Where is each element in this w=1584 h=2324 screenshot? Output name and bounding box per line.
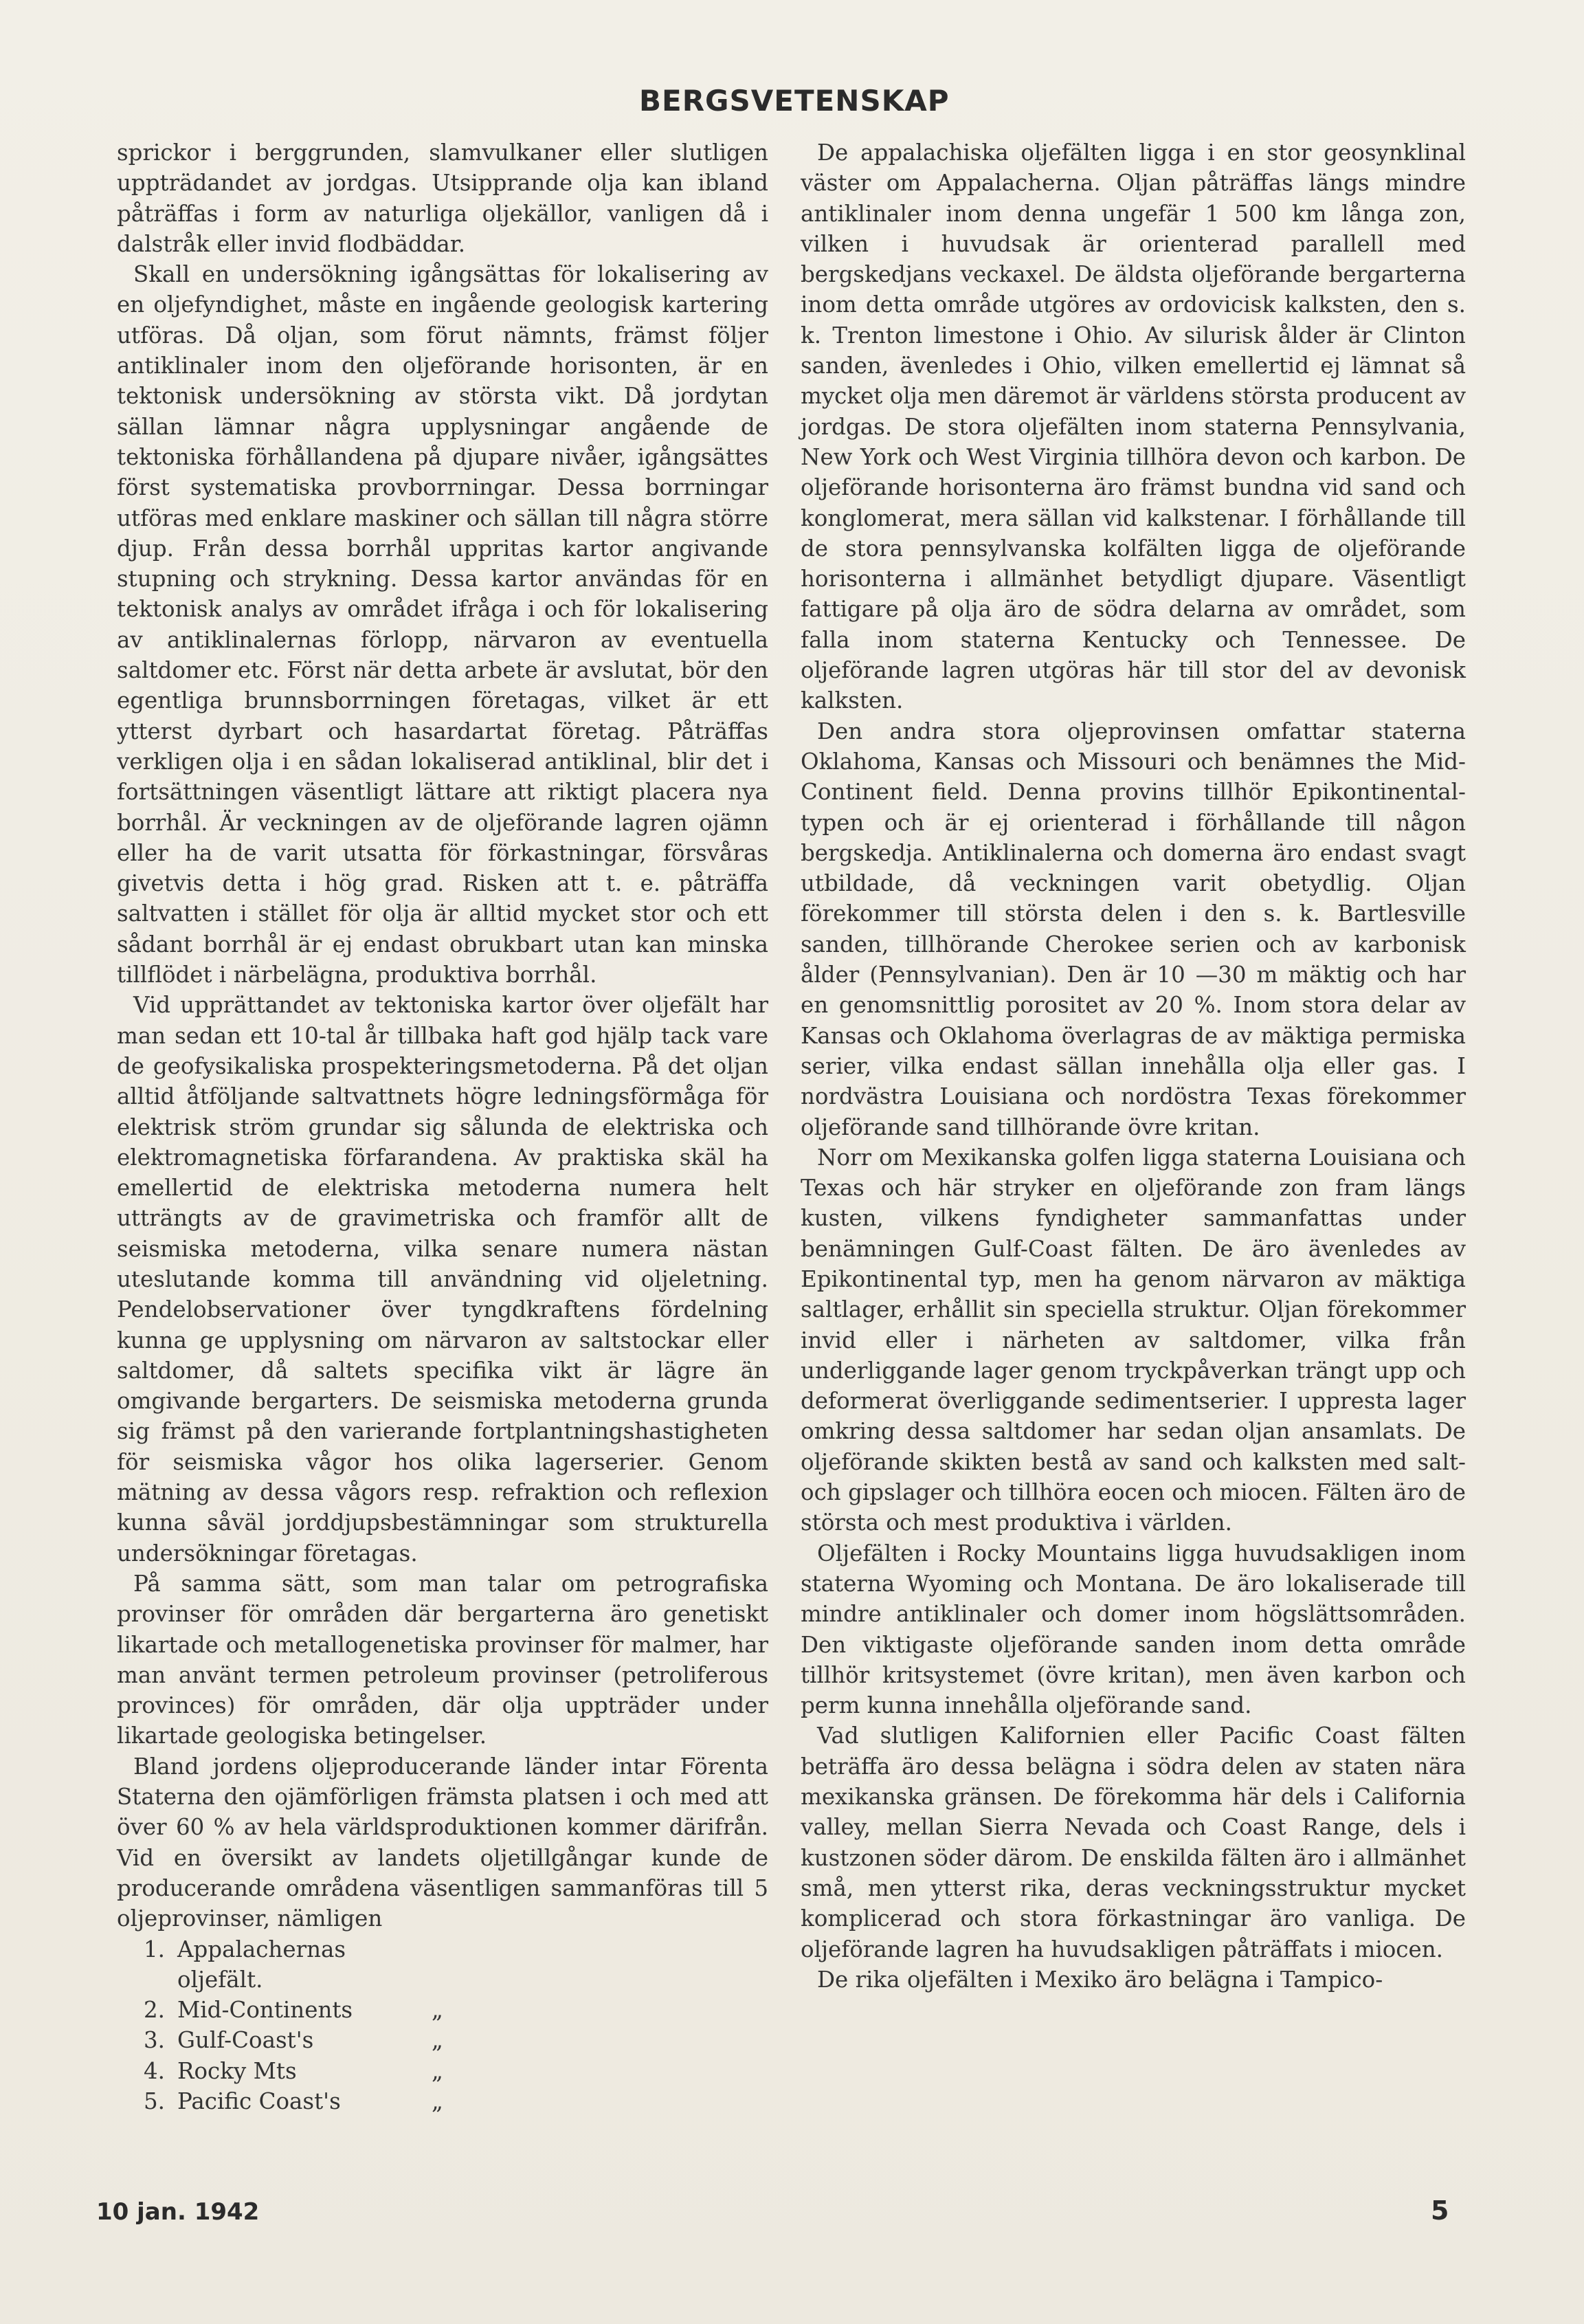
list-item-name: Gulf-Coast's	[177, 2027, 314, 2054]
ditto-mark	[432, 1934, 487, 1995]
list-item-name: Mid-Continents	[177, 1997, 353, 2024]
ditto-mark: „	[432, 2088, 443, 2114]
paragraph: Skall en undersökning igångsättas för lokalisering av en oljefyndighet, måste en ingående geologisk kartering utföras. Då oljan, som förut nämnts, främst följer antiklinaler inom den oljeförande horisonten, är en tektonisk undersökning av största vikt. Då jordytan sällan lämnar några upplysningar angående de tektoniska förhållandena på djupare nivåer, igångsättes först systematiska provborrningar. Dessa borrningar utföras med enklare maskiner och sällan till några större djup. Från dessa borrhål uppritas kartor angivande stupning och strykning. Dessa kartor användas för en tektonisk analys av området ifråga i och för lokalisering av antiklinalernas förlopp, närvaron av eventuella saltdomer etc. Först när detta arbete är avslutat, bör den egentliga brunnsborrningen företagas, vilket är ett ytterst dyrbart och hasardartat företag. Påträffas verkligen olja i en sådan lokaliserad antiklinal, blir det i fortsättningen väsentligt lättare att riktigt placera nya borrhål. Är veckningen av de oljeförande lagren ojämn eller ha de varit utsatta för förkastningar, försvåras givetvis detta i hög grad. Risken att t. e. påträffa saltvatten i stället för olja är alltid mycket stor och ett sådant borrhål är ej endast obrukbart utan kan minska tillflödet i närbelägna, produktiva borrhål.	[117, 261, 768, 988]
issue-date: 10 jan. 1942	[96, 2198, 260, 2226]
oil-province-list	[117, 1934, 768, 2117]
list-item	[117, 2056, 768, 2086]
list-item-number: 5.	[143, 2088, 165, 2114]
page-header-title: BERGSVETENSKAP	[639, 84, 950, 118]
list-item	[117, 2025, 768, 2055]
paragraph: Vid upprättandet av tektoniska kartor över oljefält har man sedan ett 10-tal år tillbaka haft god hjälp tack vare de geofysikaliska prospekteringsmetoderna. På det oljan alltid åtföljande saltvattnets högre ledningsförmåga för elektrisk ström grundar sig sålunda de elektriska och elektromagnetiska förfarandena. Av praktiska skäl ha emellertid de elektriska metoderna numera helt utträngts av de gravimetriska och framför allt de seismiska metoderna, vilka senare numera nästan uteslutande komma till användning vid oljeletning. Pendelobservationer över tyngdkraftens fördelning kunna ge upplysning om närvaron av saltstockar eller saltdomer, då saltets specifika vikt är lägre än omgivande bergarters. De seismiska metoderna grunda sig främst på den varierande fortplantningshastigheten för seismiska vågor hos olika lagerserier. Genom mätning av dessa vågors resp. refraktion och reflexion kunna såväl jorddjupsbestämningar som strukturella undersökningar företagas.	[117, 992, 768, 1567]
paragraph: Bland jordens oljeproducerande länder intar Förenta Staterna den ojämförligen främsta platsen i och med att över 60 % av hela världsproduktionen kommer därifrån. Vid en översikt av landets oljetillgångar kunde de producerande områdena väsentligen sammanföras till 5 oljeprovinser, nämligen	[117, 1753, 768, 1932]
list-item-name: Pacific Coast's	[177, 2088, 341, 2114]
left-column	[117, 137, 768, 2116]
paragraph: Norr om Mexikanska golfen ligga staterna Louisiana och Texas och här stryker en oljeförande zon fram längs kusten, vilkens fyndigheter sammanfattas under benämningen Gulf-Coast fälten. De äro ävenledes av Epikontinental typ, men ha genom närvaron av mäktiga saltlager, erhållit sin speciella struktur. Oljan förekommer invid eller i närheten av saltdomer, vilka från underliggande lager genom tryckpåverkan trängt upp och deformerat överliggande sedimentserier. I uppresta lager omkring dessa saltdomer har sedan oljan ansamlats. De oljeförande skikten bestå av sand och kalksten med salt- och gipslager och tillhöra eocen och miocen. Fälten äro de största och mest produktiva i världen.	[801, 1144, 1466, 1536]
list-item-name: Rocky Mts	[177, 2057, 297, 2084]
list-item-number: 2.	[143, 1997, 165, 2024]
paragraph: sprickor i berggrunden, slamvulkaner eller slutligen uppträdandet av jordgas. Utsipprande olja kan ibland påträffas i form av naturliga oljekällor, vanligen då i dalstråk eller invid flodbäddar.	[117, 140, 768, 257]
list-item	[117, 1934, 768, 1995]
paragraph: De rika oljefälten i Mexiko äro belägna i Tampico-	[817, 1966, 1383, 1993]
list-item-name: Appalachernas oljefält.	[177, 1936, 346, 1993]
list-item-number: 1.	[143, 1936, 165, 1962]
page-number: 5	[1431, 2195, 1449, 2226]
paragraph: Den andra stora oljeprovinsen omfattar staterna Oklahoma, Kansas och Missouri och benämnes the Mid-Continent field. Denna provins tillhör Epikontinental-typen och är ej orienterad i förhållande till någon bergskedja. Antiklinalerna och domerna äro endast svagt utbildade, då veckningen varit obetydlig. Oljan förekommer till största delen i den s. k. Bartlesville sanden, tillhörande Cherokee serien och av karbonisk ålder (Pennsylvanian). Den är 10 —30 m mäktig och har en genomsnittlig porositet av 20 %. Inom stora delar av Kansas och Oklahoma överlagras de av mäktiga permiska serier, vilka endast sällan innehålla olja eller gas. I nordvästra Louisiana och nordöstra Texas förekommer oljeförande sand tillhörande övre kritan.	[801, 718, 1466, 1140]
paragraph: Oljefälten i Rocky Mountains ligga huvudsakligen inom staterna Wyoming och Montana. De äro lokaliserade till mindre antiklinaler och domer inom högslättsområden. Den viktigaste oljeförande sanden inom detta område tillhör kritsystemet (övre kritan), men även karbon och perm kunna innehålla oljeförande sand.	[801, 1540, 1466, 1719]
list-item	[117, 2086, 768, 2116]
ditto-mark: „	[432, 2027, 443, 2054]
list-item	[117, 1995, 768, 2025]
right-column	[801, 137, 1466, 1995]
paragraph: På samma sätt, som man talar om petrografiska provinser för områden där bergarterna äro genetiskt likartade och metallogenetiska provinser för malmer, har man använt termen petroleum provinser (petroliferous provinces) för områden, där olja uppträder under likartade geologiska betingelser.	[117, 1570, 768, 1749]
list-item-number: 4.	[143, 2057, 165, 2084]
ditto-mark: „	[432, 2057, 443, 2084]
list-item-number: 3.	[143, 2027, 165, 2054]
ditto-mark: „	[432, 1997, 443, 2024]
paragraph: De appalachiska oljefälten ligga i en stor geosynklinal väster om Appalacherna. Oljan påträffas längs mindre antiklinaler inom denna ungefär 1 500 km långa zon, vilken i huvudsak är orienterad parallell med bergskedjans veckaxel. De äldsta oljeförande bergarterna inom detta område utgöres av ordovicisk kalksten, den s. k. Trenton limestone i Ohio. Av silurisk ålder är Clinton sanden, ävenledes i Ohio, vilken emellertid ej lämnat så mycket olja men däremot är världens största producent av jordgas. De stora oljefälten inom staterna Pennsylvania, New York och West Virginia tillhöra devon och karbon. De oljeförande horisonterna äro främst bundna vid sand och konglomerat, mera sällan vid kalkstenar. I förhållande till de stora pennsylvanska kolfälten ligga de oljeförande horisonterna i allmänhet betydligt djupare. Väsentligt fattigare på olja äro de södra delarna av området, som falla inom staterna Kentucky och Tennessee. De oljeförande lagren utgöras här till stor del av devonisk kalksten.	[801, 140, 1466, 714]
paragraph: Vad slutligen Kalifornien eller Pacific Coast fälten beträffa äro dessa belägna i södra delen av staten nära mexikanska gränsen. De förekomma här dels i California valley, mellan Sierra Nevada och Coast Range, dels i kustzonen söder därom. De enskilda fälten äro i allmänhet små, men ytterst rika, deras veckningsstruktur mycket komplicerad och stora förkastningar äro vanliga. De oljeförande lagren ha huvudsakligen påträffats i miocen.	[801, 1723, 1466, 1962]
